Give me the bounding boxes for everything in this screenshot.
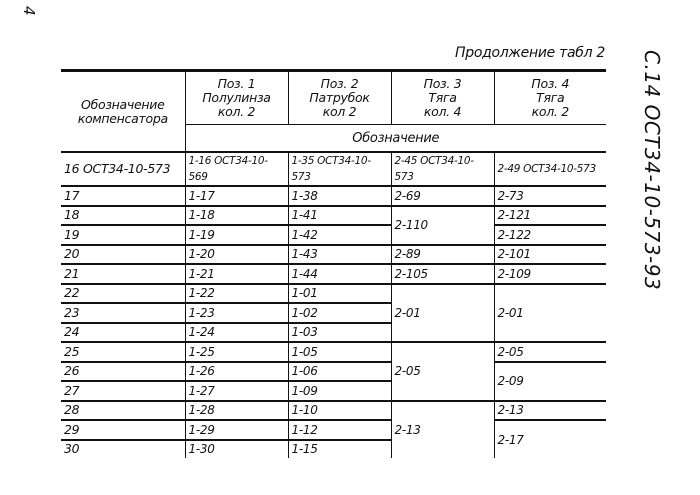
row-pos3: 2-110 bbox=[391, 206, 494, 245]
row-pos2: 1-44 bbox=[288, 264, 391, 284]
row-designation: 18 bbox=[61, 206, 185, 226]
row-pos4: 2-121 bbox=[494, 206, 606, 226]
header-col4-qty: кол. 2 bbox=[531, 104, 569, 119]
row-pos2: 1-05 bbox=[288, 342, 391, 362]
row-pos2: 1-42 bbox=[288, 225, 391, 245]
row-pos1: 1-27 bbox=[185, 381, 288, 401]
row-pos1: 1-30 bbox=[185, 440, 288, 459]
header-col2-qty: кол 2 bbox=[322, 104, 357, 119]
row-pos3: 2-89 bbox=[391, 245, 494, 265]
row-pos2: 1-15 bbox=[288, 440, 391, 459]
table-row bbox=[61, 401, 606, 421]
row-pos2: 1-10 bbox=[288, 401, 391, 421]
header-col1-pos: Поз. 1 bbox=[217, 76, 256, 91]
row-pos1: 1-28 bbox=[185, 401, 288, 421]
row-designation: 24 bbox=[61, 323, 185, 343]
header-col2-pos: Поз. 2 bbox=[320, 76, 359, 91]
row-pos4: 2-17 bbox=[494, 420, 606, 458]
table-row bbox=[61, 420, 606, 440]
row-pos2: 1-41 bbox=[288, 206, 391, 226]
row-pos4: 2-73 bbox=[494, 186, 606, 206]
header-col1-qty: кол. 2 bbox=[217, 104, 256, 119]
row-pos1: 1-24 bbox=[185, 323, 288, 343]
row-designation: 19 bbox=[61, 225, 185, 245]
row-pos4: 2-122 bbox=[494, 225, 606, 245]
header-col2 bbox=[288, 71, 391, 125]
header-designation: Обозначение компенсатора bbox=[61, 71, 185, 153]
table-row bbox=[61, 342, 606, 362]
row-designation: 25 bbox=[61, 342, 185, 362]
row-pos3: 2-05 bbox=[391, 342, 494, 401]
row-pos1: 1-16 ОСТ34-10-569 bbox=[185, 152, 288, 186]
header-col4-pos: Поз. 4 bbox=[531, 76, 570, 91]
table-row bbox=[61, 186, 606, 206]
row-pos3: 2-69 bbox=[391, 186, 494, 206]
row-pos1: 1-22 bbox=[185, 284, 288, 304]
continuation-label: Продолжение табл 2 bbox=[455, 45, 605, 61]
header-col3-name: Тяга bbox=[428, 90, 457, 105]
row-pos1: 1-25 bbox=[185, 342, 288, 362]
document-code-stamp bbox=[636, 50, 666, 291]
row-designation: 27 bbox=[61, 381, 185, 401]
row-pos3: 2-01 bbox=[391, 284, 494, 343]
row-designation: 21 bbox=[61, 264, 185, 284]
components-table bbox=[61, 69, 606, 458]
row-designation: 16 ОСТ34-10-573 bbox=[61, 152, 185, 186]
table-row bbox=[61, 264, 606, 284]
row-pos3: 2-13 bbox=[391, 401, 494, 459]
row-pos1: 1-26 bbox=[185, 362, 288, 382]
row-pos4: 2-13 bbox=[494, 401, 606, 421]
header-col4-name: Тяга bbox=[536, 90, 565, 105]
row-pos4: 2-01 bbox=[494, 284, 606, 343]
row-pos4: 2-49 ОСТ34-10-573 bbox=[494, 152, 606, 186]
row-pos2: 1-38 bbox=[288, 186, 391, 206]
header-col1 bbox=[185, 71, 288, 125]
row-pos2: 1-02 bbox=[288, 303, 391, 323]
row-pos1: 1-21 bbox=[185, 264, 288, 284]
row-designation: 22 bbox=[61, 284, 185, 304]
row-pos3: 2-45 ОСТ34-10-573 bbox=[391, 152, 494, 186]
row-designation: 26 bbox=[61, 362, 185, 382]
row-designation: 20 bbox=[61, 245, 185, 265]
table-row bbox=[61, 362, 606, 382]
row-pos1: 1-18 bbox=[185, 206, 288, 226]
row-designation: 30 bbox=[64, 441, 80, 457]
document-code-text: С.14 ОСТ34-10-573-93 bbox=[640, 50, 664, 291]
row-pos2: 1-35 ОСТ34-10-573 bbox=[288, 152, 391, 186]
header-sub-designation: Обозначение bbox=[185, 125, 606, 153]
row-pos2: 1-01 bbox=[288, 284, 391, 304]
row-pos1: 1-23 bbox=[185, 303, 288, 323]
row-pos2: 1-12 bbox=[288, 420, 391, 440]
row-pos1: 1-19 bbox=[185, 225, 288, 245]
row-pos2: 1-03 bbox=[288, 323, 391, 343]
row-designation: 17 bbox=[61, 186, 185, 206]
table-row bbox=[61, 245, 606, 265]
row-pos4: 2-109 bbox=[494, 264, 606, 284]
row-pos4: 2-09 bbox=[494, 362, 606, 401]
row-designation: 23 bbox=[61, 303, 185, 323]
header-col1-name: Полулинза bbox=[202, 90, 271, 105]
header-col3-qty: кол. 4 bbox=[423, 104, 462, 119]
row-pos2: 1-09 bbox=[288, 381, 391, 401]
row-pos3: 2-105 bbox=[391, 264, 494, 284]
header-col2-name: Патрубок bbox=[309, 90, 370, 105]
table-row bbox=[61, 284, 606, 304]
row-designation: 28 bbox=[61, 401, 185, 421]
row-pos4: 2-05 bbox=[494, 342, 606, 362]
table-row bbox=[61, 225, 606, 245]
page-number: 4 bbox=[20, 6, 38, 16]
row-pos4: 2-101 bbox=[494, 245, 606, 265]
header-col4 bbox=[494, 71, 606, 125]
row-pos2: 1-06 bbox=[288, 362, 391, 382]
row-designation: 29 bbox=[61, 420, 185, 440]
table-row bbox=[61, 152, 606, 186]
header-col3-pos: Поз. 3 bbox=[423, 76, 462, 91]
row-pos2: 1-43 bbox=[288, 245, 391, 265]
row-pos1: 1-17 bbox=[185, 186, 288, 206]
row-pos1: 1-20 bbox=[185, 245, 288, 265]
table-row bbox=[61, 206, 606, 226]
header-col3 bbox=[391, 71, 494, 125]
row-pos1: 1-29 bbox=[185, 420, 288, 440]
